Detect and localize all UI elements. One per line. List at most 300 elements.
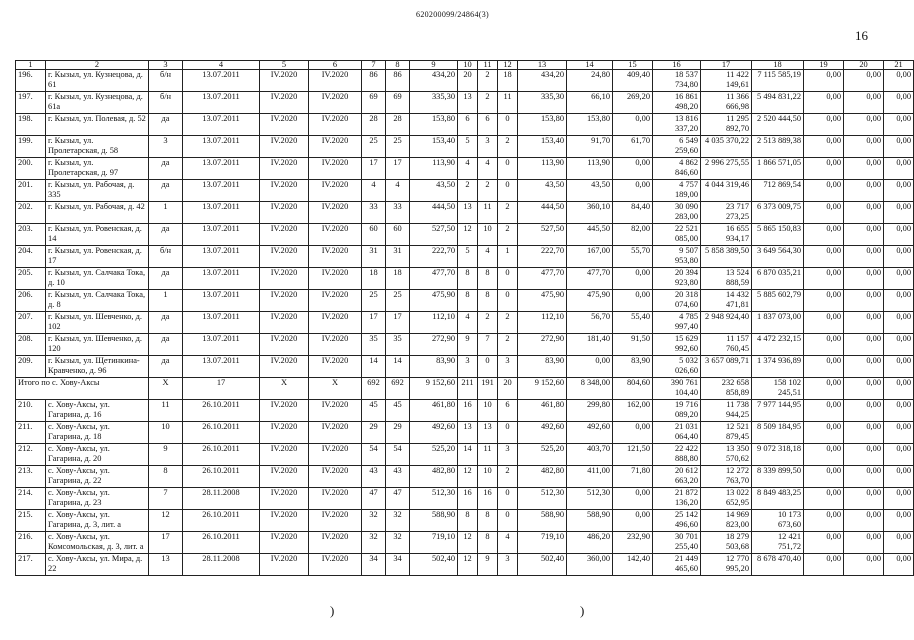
table-cell: 45: [386, 400, 410, 422]
table-cell: 6: [498, 400, 518, 422]
table-cell: 0,00: [613, 180, 653, 202]
table-cell: 47: [362, 488, 386, 510]
table-row: [16, 268, 914, 290]
table-cell: 6: [458, 114, 478, 136]
table-cell: 197.: [16, 92, 46, 114]
table-cell: 13 524 888,59: [701, 268, 752, 290]
table-cell: 4 044 319,46: [701, 180, 752, 202]
table-cell: 0,00: [844, 202, 884, 224]
table-cell: 18 279 503,68: [701, 532, 752, 554]
table-cell: 43,50: [567, 180, 613, 202]
table-cell: 3: [498, 356, 518, 378]
table-cell: 14: [567, 61, 613, 70]
table-cell: 2: [46, 61, 149, 70]
table-row: [16, 158, 914, 180]
table-row: [16, 466, 914, 488]
table-cell: с. Хову-Аксы, ул. Гагарина, д. 3, лит. а: [46, 510, 149, 532]
table-cell: 502,40: [410, 554, 458, 576]
table-cell: 16 655 934,17: [701, 224, 752, 246]
table-cell: с. Хову-Аксы, ул. Гагарина, д. 23: [46, 488, 149, 510]
table-row: [16, 246, 914, 268]
table-cell: 32: [362, 510, 386, 532]
table-cell: 6: [309, 61, 362, 70]
table-cell: 0: [498, 114, 518, 136]
table-cell: 13: [478, 422, 498, 444]
table-cell: 272,90: [410, 334, 458, 356]
table-cell: 0,00: [884, 488, 914, 510]
table-cell: 409,40: [613, 70, 653, 92]
table-cell: 6 870 035,21: [752, 268, 804, 290]
total-row: [16, 378, 914, 400]
table-cell: 0: [498, 180, 518, 202]
table-cell: 20 612 663,20: [653, 466, 701, 488]
table-cell: 269,20: [613, 92, 653, 114]
table-cell: IV.2020: [260, 334, 309, 356]
pen-mark: ): [580, 603, 585, 618]
table-cell: 0,00: [613, 114, 653, 136]
table-cell: 12: [498, 61, 518, 70]
table-cell: IV.2020: [260, 202, 309, 224]
table-cell: 4 757 189,00: [653, 180, 701, 202]
table-cell: 719,10: [410, 532, 458, 554]
table-cell: 18: [386, 268, 410, 290]
table-cell: 14 969 823,00: [701, 510, 752, 532]
table-cell: 8 849 483,25: [752, 488, 804, 510]
table-cell: 0,00: [884, 290, 914, 312]
table-cell: 69: [386, 92, 410, 114]
table-cell: 445,50: [567, 224, 613, 246]
table-cell: IV.2020: [309, 114, 362, 136]
table-cell: 11 366 666,98: [701, 92, 752, 114]
table-cell: 0,00: [804, 488, 844, 510]
table-cell: 0,00: [884, 202, 914, 224]
table-cell: 2: [498, 466, 518, 488]
table-cell: 83,90: [410, 356, 458, 378]
table-row: [16, 334, 914, 356]
table-cell: 0,00: [804, 268, 844, 290]
table-cell: 13.07.2011: [183, 312, 260, 334]
table-cell: да: [149, 268, 183, 290]
table-cell: 1: [16, 61, 46, 70]
table-cell: 10 173 673,60: [752, 510, 804, 532]
table-cell: 390 761 104,40: [653, 378, 701, 400]
table-cell: IV.2020: [309, 202, 362, 224]
table-cell: 477,70: [410, 268, 458, 290]
table-cell: 162,00: [613, 400, 653, 422]
page-number: 16: [855, 28, 868, 43]
table-cell: 512,30: [518, 488, 567, 510]
table-cell: 18 537 734,80: [653, 70, 701, 92]
table-cell: IV.2020: [260, 466, 309, 488]
table-cell: 18: [752, 61, 804, 70]
table-cell: 26.10.2011: [183, 400, 260, 422]
table-cell: 8: [478, 268, 498, 290]
table-cell: 0,00: [844, 158, 884, 180]
table-cell: г. Кызыл, ул. Рабочая, д. 42: [46, 202, 149, 224]
table-cell: 26.10.2011: [183, 466, 260, 488]
table-cell: 153,80: [567, 114, 613, 136]
table-cell: 112,10: [410, 312, 458, 334]
table-cell: 28: [362, 114, 386, 136]
table-cell: 21 031 064,40: [653, 422, 701, 444]
table-cell: IV.2020: [260, 136, 309, 158]
table-cell: 71,80: [613, 466, 653, 488]
table-cell: 411,00: [567, 466, 613, 488]
table-cell: 211.: [16, 422, 46, 444]
table-row: [16, 532, 914, 554]
table-cell: IV.2020: [309, 334, 362, 356]
table-cell: 196.: [16, 70, 46, 92]
table-cell: 0,00: [804, 532, 844, 554]
table-cell: 5 494 831,22: [752, 92, 804, 114]
table-cell: г. Кызыл, ул. Кузнецова, д. 61: [46, 70, 149, 92]
table-cell: 0,00: [844, 400, 884, 422]
table-cell: 8: [478, 532, 498, 554]
table-cell: 222,70: [410, 246, 458, 268]
table-cell: 86: [386, 70, 410, 92]
table-cell: 215.: [16, 510, 46, 532]
table-row: [16, 202, 914, 224]
table-cell: 475,90: [410, 290, 458, 312]
table-cell: X: [260, 378, 309, 400]
table-cell: 0,00: [844, 532, 884, 554]
table-cell: 299,80: [567, 400, 613, 422]
table-cell: 153,40: [410, 136, 458, 158]
table-cell: 207.: [16, 312, 46, 334]
table-cell: 0: [498, 510, 518, 532]
table-cell: 0,00: [804, 312, 844, 334]
table-cell: г. Кызыл, ул. Салчака Тока, д. 8: [46, 290, 149, 312]
table-cell: 12: [458, 224, 478, 246]
table-cell: 8 348,00: [567, 378, 613, 400]
table-cell: 6: [478, 114, 498, 136]
table-cell: 4: [458, 312, 478, 334]
table-cell: 24,80: [567, 70, 613, 92]
table-row: [16, 224, 914, 246]
table-cell: 2: [478, 180, 498, 202]
table-cell: 43,50: [410, 180, 458, 202]
table-cell: г. Кызыл, ул. Салчака Тока, д. 10: [46, 268, 149, 290]
table-cell: 0,00: [884, 114, 914, 136]
table-cell: 2 513 889,38: [752, 136, 804, 158]
table-cell: 5 865 150,83: [752, 224, 804, 246]
table-cell: 7: [149, 488, 183, 510]
table-cell: 21: [884, 61, 914, 70]
table-cell: 14: [458, 444, 478, 466]
table-cell: 0,00: [567, 356, 613, 378]
table-cell: 14: [386, 356, 410, 378]
table-cell: 211: [458, 378, 478, 400]
table-cell: 13.07.2011: [183, 290, 260, 312]
table-cell: 0,00: [844, 334, 884, 356]
table-cell: 5: [260, 61, 309, 70]
table-cell: 0,00: [884, 400, 914, 422]
table-cell: 0,00: [804, 334, 844, 356]
table-cell: 0,00: [613, 290, 653, 312]
table-cell: 0,00: [844, 378, 884, 400]
table-cell: IV.2020: [260, 312, 309, 334]
table-cell: 2: [498, 136, 518, 158]
table-cell: 2: [478, 312, 498, 334]
table-cell: 167,00: [567, 246, 613, 268]
table-cell: 204.: [16, 246, 46, 268]
table-cell: б/н: [149, 70, 183, 92]
table-cell: 475,90: [518, 290, 567, 312]
table-cell: IV.2020: [309, 488, 362, 510]
table-cell: 0,00: [844, 290, 884, 312]
table-cell: 13: [149, 554, 183, 576]
table-cell: 4: [498, 532, 518, 554]
table-cell: да: [149, 158, 183, 180]
table-cell: 16 861 498,20: [653, 92, 701, 114]
table-cell: 153,40: [518, 136, 567, 158]
table-cell: IV.2020: [309, 158, 362, 180]
table-cell: 12 272 763,70: [701, 466, 752, 488]
table-cell: 0,00: [804, 246, 844, 268]
table-cell: 11: [498, 92, 518, 114]
table-cell: 3: [478, 136, 498, 158]
table-cell: 47: [386, 488, 410, 510]
table-cell: IV.2020: [309, 312, 362, 334]
table-cell: г. Кызыл, ул. Пролетарская, д. 58: [46, 136, 149, 158]
table-cell: 60: [386, 224, 410, 246]
table-cell: г. Кызыл, ул. Ровенская, д. 14: [46, 224, 149, 246]
table-cell: 0: [478, 356, 498, 378]
table-cell: 0,00: [804, 356, 844, 378]
table-row: [16, 290, 914, 312]
table-cell: 0,00: [804, 422, 844, 444]
table-cell: 3 657 089,71: [701, 356, 752, 378]
table-cell: 26.10.2011: [183, 532, 260, 554]
table-cell: 11: [478, 444, 498, 466]
table-cell: 444,50: [410, 202, 458, 224]
table-cell: с. Хову-Аксы, ул. Комсомольская, д. 3, лит. а: [46, 532, 149, 554]
table-cell: 9 152,60: [410, 378, 458, 400]
table-cell: 158 102 245,51: [752, 378, 804, 400]
table-cell: 17: [362, 312, 386, 334]
table-cell: 20 394 923,80: [653, 268, 701, 290]
table-cell: да: [149, 114, 183, 136]
table-cell: 198.: [16, 114, 46, 136]
table-cell: 209.: [16, 356, 46, 378]
table-cell: 9 072 318,18: [752, 444, 804, 466]
table-cell: IV.2020: [260, 224, 309, 246]
table-cell: 0,00: [804, 554, 844, 576]
table-cell: 213.: [16, 466, 46, 488]
table-cell: 33: [386, 202, 410, 224]
table-cell: 30 701 255,40: [653, 532, 701, 554]
table-cell: 0,00: [613, 422, 653, 444]
table-cell: 527,50: [518, 224, 567, 246]
table-cell: 4: [458, 158, 478, 180]
table-cell: 1 374 936,89: [752, 356, 804, 378]
table-cell: 0: [498, 290, 518, 312]
table-cell: да: [149, 224, 183, 246]
table-row: [16, 114, 914, 136]
table-cell: 461,80: [518, 400, 567, 422]
table-cell: 0,00: [804, 290, 844, 312]
table-cell: 11: [478, 202, 498, 224]
table-cell: IV.2020: [309, 92, 362, 114]
table-cell: 0,00: [844, 356, 884, 378]
table-cell: 0,00: [844, 510, 884, 532]
table-cell: 232,90: [613, 532, 653, 554]
table-cell: 588,90: [567, 510, 613, 532]
table-cell: 0,00: [844, 554, 884, 576]
table-cell: г. Кызыл, ул. Шевченко, д. 102: [46, 312, 149, 334]
table-cell: 12: [149, 510, 183, 532]
table-row: [16, 356, 914, 378]
table-row: [16, 180, 914, 202]
table-cell: да: [149, 356, 183, 378]
table-cell: 7 977 144,95: [752, 400, 804, 422]
table-cell: 8: [478, 510, 498, 532]
table-cell: 4: [183, 61, 260, 70]
table-cell: да: [149, 334, 183, 356]
table-cell: 0,00: [613, 488, 653, 510]
table-cell: 7 115 585,19: [752, 70, 804, 92]
table-cell: 206.: [16, 290, 46, 312]
table-cell: 222,70: [518, 246, 567, 268]
table-cell: 461,80: [410, 400, 458, 422]
table-cell: 360,10: [567, 202, 613, 224]
table-cell: 32: [386, 510, 410, 532]
table-cell: 216.: [16, 532, 46, 554]
table-cell: 0,00: [884, 70, 914, 92]
table-cell: 13: [458, 422, 478, 444]
table-cell: X: [149, 378, 183, 400]
table-row: [16, 70, 914, 92]
table-cell: 272,90: [518, 334, 567, 356]
table-cell: 11: [478, 61, 498, 70]
table-cell: 29: [386, 422, 410, 444]
column-number-row: [16, 61, 914, 70]
table-cell: г. Кызыл, ул. Шевченко, д. 120: [46, 334, 149, 356]
table-cell: 11 295 892,70: [701, 114, 752, 136]
table-cell: 69: [362, 92, 386, 114]
table-cell: 35: [386, 334, 410, 356]
table-cell: 214.: [16, 488, 46, 510]
table-cell: да: [149, 180, 183, 202]
table-cell: г. Кызыл, ул. Полевая, д. 52: [46, 114, 149, 136]
table-cell: 3: [498, 554, 518, 576]
table-cell: 86: [362, 70, 386, 92]
table-cell: 13 350 570,62: [701, 444, 752, 466]
table-cell: 3: [149, 136, 183, 158]
table-cell: 217.: [16, 554, 46, 576]
table-cell: 43: [386, 466, 410, 488]
table-cell: 2: [458, 180, 478, 202]
table-cell: 0,00: [804, 224, 844, 246]
table-cell: 13 816 337,20: [653, 114, 701, 136]
table-cell: 0,00: [884, 312, 914, 334]
table-row: [16, 510, 914, 532]
table-cell: 205.: [16, 268, 46, 290]
table-cell: 17: [386, 312, 410, 334]
table-cell: 477,70: [567, 268, 613, 290]
table-cell: 12 521 879,45: [701, 422, 752, 444]
table-cell: г. Кызыл, ул. Рабочая, д. 335: [46, 180, 149, 202]
table-cell: 692: [386, 378, 410, 400]
table-cell: 54: [362, 444, 386, 466]
table-cell: 2: [498, 334, 518, 356]
table-cell: IV.2020: [260, 422, 309, 444]
table-cell: 4 035 370,22: [701, 136, 752, 158]
table-cell: г. Кызыл, ул. Ровенская, д. 17: [46, 246, 149, 268]
table-cell: 43,50: [518, 180, 567, 202]
table-row: [16, 136, 914, 158]
table-cell: 492,60: [567, 422, 613, 444]
table-cell: 13.07.2011: [183, 334, 260, 356]
table-cell: 20: [458, 70, 478, 92]
table-cell: 4 785 997,40: [653, 312, 701, 334]
table-cell: 7: [478, 334, 498, 356]
table-cell: 20: [498, 378, 518, 400]
table-cell: 17: [386, 158, 410, 180]
table-cell: 18: [498, 70, 518, 92]
table-cell: 35: [362, 334, 386, 356]
table-cell: 210.: [16, 400, 46, 422]
table-cell: 0: [498, 158, 518, 180]
table-cell: 212.: [16, 444, 46, 466]
table-cell: 153,80: [518, 114, 567, 136]
table-cell: 8: [458, 290, 478, 312]
table-cell: с. Хову-Аксы, ул. Гагарина, д. 16: [46, 400, 149, 422]
table-cell: IV.2020: [260, 488, 309, 510]
table-cell: с. Хову-Аксы, ул. Мира, д. 22: [46, 554, 149, 576]
table-cell: IV.2020: [260, 554, 309, 576]
table-cell: 3: [458, 356, 478, 378]
table-row: [16, 92, 914, 114]
table-cell: 11 157 760,45: [701, 334, 752, 356]
table-cell: 13: [518, 61, 567, 70]
table-cell: 0,00: [884, 510, 914, 532]
table-cell: 142,40: [613, 554, 653, 576]
table-cell: 0,00: [884, 532, 914, 554]
table-cell: 8: [458, 268, 478, 290]
table-cell: 0,00: [884, 466, 914, 488]
table-cell: IV.2020: [309, 356, 362, 378]
table-cell: 2: [478, 92, 498, 114]
table-cell: с. Хову-Аксы, ул. Гагарина, д. 18: [46, 422, 149, 444]
table-cell: 13.07.2011: [183, 268, 260, 290]
table-row: [16, 422, 914, 444]
table-cell: IV.2020: [309, 510, 362, 532]
table-cell: 232 658 858,89: [701, 378, 752, 400]
table-cell: 31: [362, 246, 386, 268]
table-cell: 4: [478, 246, 498, 268]
table-cell: IV.2020: [309, 400, 362, 422]
table-cell: 0,00: [884, 158, 914, 180]
table-cell: 11 422 149,61: [701, 70, 752, 92]
table-cell: 0,00: [844, 114, 884, 136]
table-cell: IV.2020: [309, 422, 362, 444]
table-cell: 2 948 924,40: [701, 312, 752, 334]
table-cell: IV.2020: [260, 180, 309, 202]
table-cell: 8: [478, 290, 498, 312]
table-cell: 112,10: [518, 312, 567, 334]
table-cell: 403,70: [567, 444, 613, 466]
table-cell: 0: [498, 422, 518, 444]
table-cell: IV.2020: [309, 532, 362, 554]
table-cell: 5 032 026,60: [653, 356, 701, 378]
table-cell: 10: [478, 224, 498, 246]
table-cell: 84,40: [613, 202, 653, 224]
table-cell: 10: [478, 400, 498, 422]
table-cell: 4: [362, 180, 386, 202]
table-cell: 16: [478, 488, 498, 510]
register-table-body: [16, 61, 914, 576]
